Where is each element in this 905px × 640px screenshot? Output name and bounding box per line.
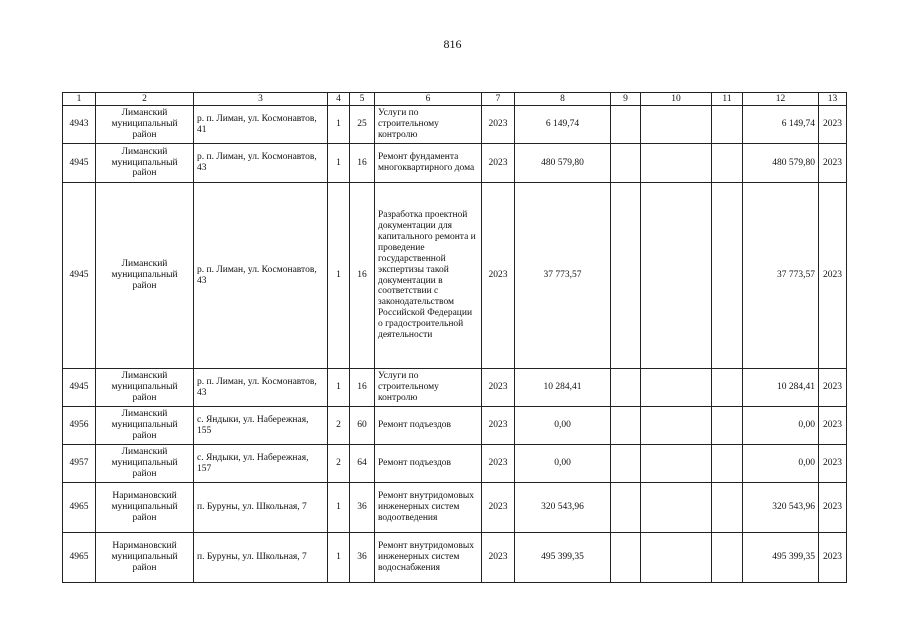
col-5: 16 bbox=[350, 183, 375, 369]
col-4: 1 bbox=[328, 369, 350, 407]
table-row bbox=[63, 106, 847, 144]
work-type: Ремонт подъездов bbox=[375, 445, 482, 483]
col-9 bbox=[611, 407, 641, 445]
column-header: 5 bbox=[350, 93, 375, 106]
column-header: 11 bbox=[712, 93, 743, 106]
year: 2023 bbox=[482, 144, 515, 183]
table-row bbox=[63, 407, 847, 445]
address: р. п. Лиман, ул. Космонавтов, 43 bbox=[194, 183, 328, 369]
table-row bbox=[63, 533, 847, 583]
col-9 bbox=[611, 483, 641, 533]
col-9 bbox=[611, 183, 641, 369]
column-header: 2 bbox=[96, 93, 194, 106]
col-10 bbox=[641, 183, 712, 369]
col-4: 2 bbox=[328, 445, 350, 483]
work-type: Услуги по строительному контролю bbox=[375, 369, 482, 407]
col-10 bbox=[641, 445, 712, 483]
amount: 320 543,96 bbox=[515, 483, 611, 533]
row-id: 4943 bbox=[63, 106, 96, 144]
end-year: 2023 bbox=[819, 106, 847, 144]
district: Наримановский муниципальный район bbox=[96, 533, 194, 583]
end-year: 2023 bbox=[819, 483, 847, 533]
col-5: 25 bbox=[350, 106, 375, 144]
total: 37 773,57 bbox=[743, 183, 819, 369]
row-id: 4957 bbox=[63, 445, 96, 483]
col-11 bbox=[712, 106, 743, 144]
work-type: Разработка проектной документации для капитального ремонта и проведение государственной экспертизы такой документации в соответствии с законодательством Российской Федерации о градостроительной деятельности bbox=[375, 183, 482, 369]
table-row bbox=[63, 183, 847, 369]
header-row bbox=[63, 93, 847, 106]
col-4: 1 bbox=[328, 144, 350, 183]
total: 0,00 bbox=[743, 407, 819, 445]
year: 2023 bbox=[482, 445, 515, 483]
amount: 10 284,41 bbox=[515, 369, 611, 407]
col-4: 2 bbox=[328, 407, 350, 445]
total: 0,00 bbox=[743, 445, 819, 483]
amount: 0,00 bbox=[515, 407, 611, 445]
row-id: 4965 bbox=[63, 483, 96, 533]
end-year: 2023 bbox=[819, 369, 847, 407]
address: с. Яндыки, ул. Набережная, 155 bbox=[194, 407, 328, 445]
page-number: 816 bbox=[443, 37, 462, 51]
district: Наримановский муниципальный район bbox=[96, 483, 194, 533]
amount: 6 149,74 bbox=[515, 106, 611, 144]
row-id: 4965 bbox=[63, 533, 96, 583]
district: Лиманский муниципальный район bbox=[96, 369, 194, 407]
col-10 bbox=[641, 106, 712, 144]
amount: 480 579,80 bbox=[515, 144, 611, 183]
column-header: 6 bbox=[375, 93, 482, 106]
column-header: 12 bbox=[743, 93, 819, 106]
col-5: 60 bbox=[350, 407, 375, 445]
col-9 bbox=[611, 445, 641, 483]
district: Лиманский муниципальный район bbox=[96, 183, 194, 369]
col-5: 16 bbox=[350, 369, 375, 407]
column-header: 3 bbox=[194, 93, 328, 106]
end-year: 2023 bbox=[819, 445, 847, 483]
column-header: 4 bbox=[328, 93, 350, 106]
work-type: Ремонт подъездов bbox=[375, 407, 482, 445]
row-id: 4945 bbox=[63, 183, 96, 369]
column-header: 13 bbox=[819, 93, 847, 106]
column-header: 7 bbox=[482, 93, 515, 106]
col-4: 1 bbox=[328, 183, 350, 369]
work-type: Ремонт внутридомовых инженерных систем водоснабжения bbox=[375, 533, 482, 583]
col-9 bbox=[611, 106, 641, 144]
col-5: 36 bbox=[350, 533, 375, 583]
total: 495 399,35 bbox=[743, 533, 819, 583]
col-9 bbox=[611, 369, 641, 407]
row-id: 4956 bbox=[63, 407, 96, 445]
col-11 bbox=[712, 445, 743, 483]
col-5: 36 bbox=[350, 483, 375, 533]
col-9 bbox=[611, 533, 641, 583]
col-11 bbox=[712, 483, 743, 533]
work-type: Услуги по строительному контролю bbox=[375, 106, 482, 144]
row-id: 4945 bbox=[63, 144, 96, 183]
address: п. Буруны, ул. Школьная, 7 bbox=[194, 483, 328, 533]
district: Лиманский муниципальный район bbox=[96, 407, 194, 445]
col-10 bbox=[641, 407, 712, 445]
address: р. п. Лиман, ул. Космонавтов, 43 bbox=[194, 144, 328, 183]
district: Лиманский муниципальный район bbox=[96, 144, 194, 183]
total: 320 543,96 bbox=[743, 483, 819, 533]
address: р. п. Лиман, ул. Космонавтов, 43 bbox=[194, 369, 328, 407]
year: 2023 bbox=[482, 533, 515, 583]
total: 6 149,74 bbox=[743, 106, 819, 144]
col-10 bbox=[641, 533, 712, 583]
year: 2023 bbox=[482, 369, 515, 407]
col-4: 1 bbox=[328, 483, 350, 533]
col-10 bbox=[641, 483, 712, 533]
col-11 bbox=[712, 407, 743, 445]
table-row bbox=[63, 445, 847, 483]
col-11 bbox=[712, 144, 743, 183]
district: Лиманский муниципальный район bbox=[96, 445, 194, 483]
work-type: Ремонт фундамента многоквартирного дома bbox=[375, 144, 482, 183]
end-year: 2023 bbox=[819, 183, 847, 369]
district: Лиманский муниципальный район bbox=[96, 106, 194, 144]
year: 2023 bbox=[482, 407, 515, 445]
col-11 bbox=[712, 183, 743, 369]
table-row bbox=[63, 144, 847, 183]
column-header: 9 bbox=[611, 93, 641, 106]
end-year: 2023 bbox=[819, 533, 847, 583]
col-10 bbox=[641, 144, 712, 183]
address: п. Буруны, ул. Школьная, 7 bbox=[194, 533, 328, 583]
work-type: Ремонт внутридомовых инженерных систем водоотведения bbox=[375, 483, 482, 533]
repair-schedule-table bbox=[62, 92, 847, 583]
year: 2023 bbox=[482, 183, 515, 369]
col-5: 16 bbox=[350, 144, 375, 183]
total: 10 284,41 bbox=[743, 369, 819, 407]
row-id: 4945 bbox=[63, 369, 96, 407]
amount: 495 399,35 bbox=[515, 533, 611, 583]
total: 480 579,80 bbox=[743, 144, 819, 183]
column-header: 10 bbox=[641, 93, 712, 106]
table-row bbox=[63, 483, 847, 533]
col-9 bbox=[611, 144, 641, 183]
year: 2023 bbox=[482, 483, 515, 533]
col-11 bbox=[712, 369, 743, 407]
col-11 bbox=[712, 533, 743, 583]
address: с. Яндыки, ул. Набережная, 157 bbox=[194, 445, 328, 483]
amount: 0,00 bbox=[515, 445, 611, 483]
end-year: 2023 bbox=[819, 144, 847, 183]
column-header: 8 bbox=[515, 93, 611, 106]
end-year: 2023 bbox=[819, 407, 847, 445]
col-4: 1 bbox=[328, 533, 350, 583]
amount: 37 773,57 bbox=[515, 183, 611, 369]
table-row bbox=[63, 369, 847, 407]
col-10 bbox=[641, 369, 712, 407]
address: р. п. Лиман, ул. Космонавтов, 41 bbox=[194, 106, 328, 144]
col-4: 1 bbox=[328, 106, 350, 144]
year: 2023 bbox=[482, 106, 515, 144]
col-5: 64 bbox=[350, 445, 375, 483]
column-header: 1 bbox=[63, 93, 96, 106]
